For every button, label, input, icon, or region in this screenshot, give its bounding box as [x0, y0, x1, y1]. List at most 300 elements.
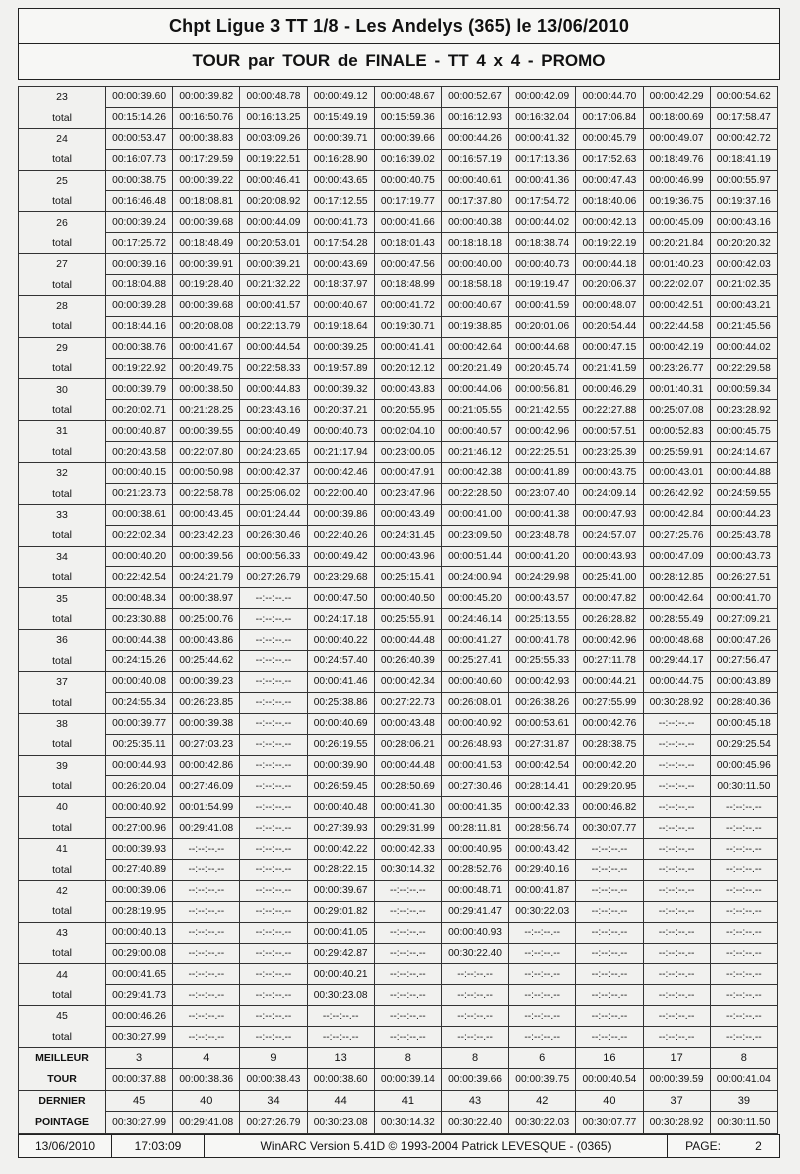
- total-time-cell: 00:23:26.77: [643, 358, 710, 379]
- lap-time-cell: 00:00:43.57: [509, 588, 576, 609]
- total-time-cell: --:--:--.--: [643, 859, 710, 880]
- lap-time-cell: 00:00:44.70: [576, 87, 643, 108]
- total-time-cell: 00:18:18.18: [441, 233, 508, 254]
- last-check-lap-number: 40: [576, 1090, 643, 1112]
- lap-time-cell: 00:00:40.61: [441, 170, 508, 191]
- last-check-time-cell: 00:30:28.92: [643, 1112, 710, 1134]
- lap-time-cell: 00:00:39.55: [173, 421, 240, 442]
- total-time-cell: 00:27:09.21: [710, 609, 777, 630]
- total-label: total: [19, 943, 106, 964]
- best-lap-lap-row: [19, 1047, 778, 1069]
- lap-time-cell: 00:00:45.20: [441, 588, 508, 609]
- lap-time-cell: 00:00:40.69: [307, 713, 374, 734]
- lap-time-cell: 00:00:55.97: [710, 170, 777, 191]
- lap-time-cell: 00:00:44.06: [441, 379, 508, 400]
- total-time-cell: 00:22:28.50: [441, 483, 508, 504]
- total-time-cell: 00:20:02.71: [106, 400, 173, 421]
- total-time-cell: 00:20:01.06: [509, 316, 576, 337]
- total-time-cell: --:--:--.--: [643, 901, 710, 922]
- last-check-lap-number: 44: [307, 1090, 374, 1112]
- total-time-cell: 00:18:48.99: [374, 275, 441, 296]
- lap-time-cell: 00:00:43.42: [509, 839, 576, 860]
- lap-time-cell: 00:00:44.38: [106, 630, 173, 651]
- lap-time-cell: 00:00:42.37: [240, 463, 307, 484]
- lap-time-cell: 00:00:42.13: [576, 212, 643, 233]
- total-time-cell: 00:20:53.01: [240, 233, 307, 254]
- total-time-cell: 00:15:49.19: [307, 107, 374, 128]
- lap-time-cell: 00:00:39.82: [173, 87, 240, 108]
- total-time-cell: 00:16:28.90: [307, 149, 374, 170]
- lap-row: [19, 713, 778, 734]
- lap-time-cell: 00:00:41.66: [374, 212, 441, 233]
- total-row: [19, 149, 778, 170]
- lap-row: [19, 1006, 778, 1027]
- lap-time-cell: 00:00:44.18: [576, 254, 643, 275]
- best-lap-lap-number: 3: [106, 1047, 173, 1069]
- total-time-cell: --:--:--.--: [173, 943, 240, 964]
- last-check-time-cell: 00:30:22.03: [509, 1112, 576, 1134]
- lap-time-cell: 00:00:39.06: [106, 880, 173, 901]
- lap-time-cell: 00:00:54.62: [710, 87, 777, 108]
- lap-time-cell: 00:00:47.82: [576, 588, 643, 609]
- lap-row: [19, 964, 778, 985]
- lap-time-cell: --:--:--.--: [173, 880, 240, 901]
- total-time-cell: 00:23:00.05: [374, 442, 441, 463]
- total-time-cell: 00:26:59.45: [307, 776, 374, 797]
- total-time-cell: 00:28:14.41: [509, 776, 576, 797]
- total-label: total: [19, 859, 106, 880]
- lap-row: [19, 421, 778, 442]
- lap-time-cell: 00:00:49.07: [643, 128, 710, 149]
- lap-time-cell: 00:00:48.71: [441, 880, 508, 901]
- lap-time-cell: --:--:--.--: [173, 1006, 240, 1027]
- total-time-cell: 00:20:21.49: [441, 358, 508, 379]
- lap-row: [19, 839, 778, 860]
- lap-time-cell: 00:00:41.65: [106, 964, 173, 985]
- total-time-cell: 00:28:38.75: [576, 734, 643, 755]
- lap-number: 44: [19, 964, 106, 985]
- total-row: [19, 567, 778, 588]
- lap-time-cell: 00:00:42.33: [374, 839, 441, 860]
- lap-time-cell: 00:00:42.33: [509, 797, 576, 818]
- total-time-cell: 00:18:38.74: [509, 233, 576, 254]
- report-title: Chpt Ligue 3 TT 1/8 - Les Andelys (365) le 13/06/2010: [19, 9, 779, 44]
- lap-time-cell: 00:00:39.25: [307, 337, 374, 358]
- total-row: [19, 483, 778, 504]
- total-time-cell: 00:26:20.04: [106, 776, 173, 797]
- lap-number: 38: [19, 713, 106, 734]
- total-time-cell: 00:18:01.43: [374, 233, 441, 254]
- lap-number: 42: [19, 880, 106, 901]
- lap-row: [19, 880, 778, 901]
- total-time-cell: 00:28:55.49: [643, 609, 710, 630]
- lap-time-cell: 00:00:42.29: [643, 87, 710, 108]
- lap-time-cell: --:--:--.--: [240, 1006, 307, 1027]
- total-time-cell: 00:26:42.92: [643, 483, 710, 504]
- total-time-cell: --:--:--.--: [441, 1027, 508, 1048]
- lap-row: [19, 797, 778, 818]
- lap-time-cell: 00:00:41.67: [173, 337, 240, 358]
- lap-time-cell: --:--:--.--: [643, 797, 710, 818]
- lap-time-cell: 00:00:45.09: [643, 212, 710, 233]
- best-lap-lap-number: 6: [509, 1047, 576, 1069]
- total-time-cell: 00:20:21.84: [643, 233, 710, 254]
- lap-time-cell: --:--:--.--: [240, 797, 307, 818]
- lap-time-cell: --:--:--.--: [710, 880, 777, 901]
- total-time-cell: 00:26:38.26: [509, 692, 576, 713]
- lap-time-cell: 00:00:42.93: [509, 671, 576, 692]
- lap-time-cell: 00:00:40.50: [374, 588, 441, 609]
- lap-time-cell: 00:00:38.61: [106, 504, 173, 525]
- lap-time-cell: 00:00:39.23: [173, 671, 240, 692]
- total-row: [19, 818, 778, 839]
- best-lap-lap-number: 8: [441, 1047, 508, 1069]
- lap-time-cell: 00:00:40.67: [441, 295, 508, 316]
- total-time-cell: --:--:--.--: [173, 985, 240, 1006]
- total-time-cell: 00:25:44.62: [173, 651, 240, 672]
- total-time-cell: 00:27:03.23: [173, 734, 240, 755]
- total-time-cell: 00:16:39.02: [374, 149, 441, 170]
- total-time-cell: 00:27:40.89: [106, 859, 173, 880]
- last-check-label-bottom: POINTAGE: [19, 1112, 106, 1134]
- total-time-cell: 00:16:13.25: [240, 107, 307, 128]
- total-time-cell: 00:20:12.12: [374, 358, 441, 379]
- total-time-cell: --:--:--.--: [710, 943, 777, 964]
- total-time-cell: 00:26:27.51: [710, 567, 777, 588]
- best-lap-lap-number: 4: [173, 1047, 240, 1069]
- lap-time-cell: 00:00:38.83: [173, 128, 240, 149]
- lap-number: 33: [19, 504, 106, 525]
- total-time-cell: 00:29:31.99: [374, 818, 441, 839]
- lap-time-cell: 00:00:41.32: [509, 128, 576, 149]
- lap-time-cell: 00:00:40.08: [106, 671, 173, 692]
- total-time-cell: 00:17:58.47: [710, 107, 777, 128]
- footer-time: 17:03:09: [112, 1135, 205, 1157]
- total-time-cell: --:--:--.--: [710, 1027, 777, 1048]
- total-time-cell: 00:22:13.79: [240, 316, 307, 337]
- total-time-cell: 00:28:12.85: [643, 567, 710, 588]
- total-time-cell: 00:21:28.25: [173, 400, 240, 421]
- lap-number: 24: [19, 128, 106, 149]
- lap-time-cell: --:--:--.--: [307, 1006, 374, 1027]
- lap-time-cell: 00:00:59.34: [710, 379, 777, 400]
- total-label: total: [19, 985, 106, 1006]
- lap-time-cell: 00:00:40.13: [106, 922, 173, 943]
- total-time-cell: --:--:--.--: [643, 776, 710, 797]
- total-time-cell: --:--:--.--: [173, 901, 240, 922]
- total-time-cell: --:--:--.--: [374, 943, 441, 964]
- last-check-label-top: DERNIER: [19, 1090, 106, 1112]
- lap-row: [19, 170, 778, 191]
- total-time-cell: --:--:--.--: [576, 1027, 643, 1048]
- total-time-cell: 00:19:19.47: [509, 275, 576, 296]
- lap-number: 27: [19, 254, 106, 275]
- total-time-cell: 00:18:49.76: [643, 149, 710, 170]
- total-label: total: [19, 149, 106, 170]
- lap-time-cell: 00:00:39.86: [307, 504, 374, 525]
- best-lap-time-cell: 00:00:40.54: [576, 1069, 643, 1091]
- lap-number: 45: [19, 1006, 106, 1027]
- lap-number: 41: [19, 839, 106, 860]
- total-row: [19, 400, 778, 421]
- lap-time-cell: 00:00:39.68: [173, 295, 240, 316]
- total-label: total: [19, 692, 106, 713]
- total-time-cell: 00:21:32.22: [240, 275, 307, 296]
- total-time-cell: 00:30:23.08: [307, 985, 374, 1006]
- lap-row: [19, 254, 778, 275]
- last-check-time-cell: 00:30:23.08: [307, 1112, 374, 1134]
- best-lap-time-cell: 00:00:41.04: [710, 1069, 777, 1091]
- total-time-cell: 00:29:44.17: [643, 651, 710, 672]
- lap-time-cell: 00:00:44.68: [509, 337, 576, 358]
- total-time-cell: 00:22:00.40: [307, 483, 374, 504]
- total-time-cell: --:--:--.--: [576, 859, 643, 880]
- lap-row: [19, 630, 778, 651]
- total-time-cell: --:--:--.--: [173, 1027, 240, 1048]
- total-time-cell: --:--:--.--: [643, 985, 710, 1006]
- total-time-cell: 00:28:19.95: [106, 901, 173, 922]
- total-time-cell: 00:22:29.58: [710, 358, 777, 379]
- total-time-cell: 00:29:00.08: [106, 943, 173, 964]
- lap-time-cell: 00:00:39.38: [173, 713, 240, 734]
- footer-software: WinARC Version 5.41D © 1993-2004 Patrick LEVESQUE - (0365): [205, 1135, 668, 1157]
- lap-time-cell: 00:00:39.24: [106, 212, 173, 233]
- footer-page-number: 2: [755, 1139, 762, 1153]
- total-time-cell: 00:26:48.93: [441, 734, 508, 755]
- total-label: total: [19, 107, 106, 128]
- lap-time-cell: --:--:--.--: [240, 880, 307, 901]
- lap-row: [19, 504, 778, 525]
- lap-time-cell: 00:00:57.51: [576, 421, 643, 442]
- total-time-cell: 00:18:58.18: [441, 275, 508, 296]
- lap-time-cell: 00:00:42.96: [576, 630, 643, 651]
- total-time-cell: 00:26:08.01: [441, 692, 508, 713]
- lap-time-cell: --:--:--.--: [240, 755, 307, 776]
- best-lap-time-cell: 00:00:39.14: [374, 1069, 441, 1091]
- lap-time-cell: 00:00:47.43: [576, 170, 643, 191]
- total-time-cell: --:--:--.--: [240, 609, 307, 630]
- total-time-cell: 00:28:40.36: [710, 692, 777, 713]
- total-time-cell: --:--:--.--: [441, 985, 508, 1006]
- total-time-cell: --:--:--.--: [509, 943, 576, 964]
- lap-time-cell: 00:00:46.82: [576, 797, 643, 818]
- total-time-cell: --:--:--.--: [240, 776, 307, 797]
- lap-time-cell: 00:00:39.16: [106, 254, 173, 275]
- total-label: total: [19, 358, 106, 379]
- total-label: total: [19, 525, 106, 546]
- lap-time-cell: --:--:--.--: [643, 880, 710, 901]
- lap-time-cell: 00:00:43.65: [307, 170, 374, 191]
- total-time-cell: 00:25:27.41: [441, 651, 508, 672]
- total-time-cell: 00:21:42.55: [509, 400, 576, 421]
- total-time-cell: 00:17:52.63: [576, 149, 643, 170]
- total-label: total: [19, 275, 106, 296]
- lap-time-cell: 00:00:47.26: [710, 630, 777, 651]
- total-time-cell: 00:23:47.96: [374, 483, 441, 504]
- lap-time-cell: --:--:--.--: [441, 1006, 508, 1027]
- total-time-cell: 00:23:25.39: [576, 442, 643, 463]
- total-time-cell: 00:29:41.08: [173, 818, 240, 839]
- total-time-cell: 00:28:52.76: [441, 859, 508, 880]
- best-lap-lap-number: 13: [307, 1047, 374, 1069]
- total-time-cell: --:--:--.--: [240, 943, 307, 964]
- lap-time-cell: --:--:--.--: [240, 588, 307, 609]
- total-time-cell: 00:15:14.26: [106, 107, 173, 128]
- total-time-cell: 00:17:06.84: [576, 107, 643, 128]
- lap-number: 28: [19, 295, 106, 316]
- last-check-time-cell: 00:30:27.99: [106, 1112, 173, 1134]
- total-row: [19, 525, 778, 546]
- lap-time-cell: 00:00:40.00: [441, 254, 508, 275]
- total-time-cell: 00:28:11.81: [441, 818, 508, 839]
- total-time-cell: 00:19:30.71: [374, 316, 441, 337]
- total-time-cell: 00:25:07.08: [643, 400, 710, 421]
- total-time-cell: 00:20:55.95: [374, 400, 441, 421]
- lap-time-cell: 00:00:39.60: [106, 87, 173, 108]
- lap-time-cell: 00:00:42.46: [307, 463, 374, 484]
- last-check-lap-number: 41: [374, 1090, 441, 1112]
- total-row: [19, 358, 778, 379]
- total-time-cell: 00:21:05.55: [441, 400, 508, 421]
- total-time-cell: 00:27:46.09: [173, 776, 240, 797]
- lap-time-cell: --:--:--.--: [710, 922, 777, 943]
- lap-time-cell: 00:00:40.38: [441, 212, 508, 233]
- lap-time-cell: 00:00:42.86: [173, 755, 240, 776]
- total-time-cell: 00:22:25.51: [509, 442, 576, 463]
- total-time-cell: 00:24:23.65: [240, 442, 307, 463]
- lap-time-cell: 00:00:53.61: [509, 713, 576, 734]
- total-time-cell: 00:23:07.40: [509, 483, 576, 504]
- best-lap-time-cell: 00:00:37.88: [106, 1069, 173, 1091]
- total-time-cell: 00:19:37.16: [710, 191, 777, 212]
- total-time-cell: 00:22:02.07: [643, 275, 710, 296]
- total-time-cell: 00:20:45.74: [509, 358, 576, 379]
- lap-time-cell: 00:00:39.71: [307, 128, 374, 149]
- total-time-cell: 00:15:59.36: [374, 107, 441, 128]
- total-row: [19, 442, 778, 463]
- lap-time-cell: 00:00:42.76: [576, 713, 643, 734]
- total-row: [19, 609, 778, 630]
- best-lap-label-top: MEILLEUR: [19, 1047, 106, 1069]
- lap-time-cell: 00:00:56.81: [509, 379, 576, 400]
- lap-time-cell: 00:00:42.20: [576, 755, 643, 776]
- lap-time-cell: 00:00:43.69: [307, 254, 374, 275]
- best-lap-lap-number: 8: [374, 1047, 441, 1069]
- total-time-cell: 00:20:37.21: [307, 400, 374, 421]
- lap-time-cell: 00:00:39.67: [307, 880, 374, 901]
- total-time-cell: 00:25:35.11: [106, 734, 173, 755]
- total-time-cell: 00:22:27.88: [576, 400, 643, 421]
- total-time-cell: 00:25:15.41: [374, 567, 441, 588]
- lap-time-cell: 00:00:38.50: [173, 379, 240, 400]
- best-lap-lap-number: 8: [710, 1047, 777, 1069]
- lap-time-cell: --:--:--.--: [374, 964, 441, 985]
- total-time-cell: 00:17:12.55: [307, 191, 374, 212]
- total-time-cell: 00:30:14.32: [374, 859, 441, 880]
- total-time-cell: --:--:--.--: [240, 859, 307, 880]
- total-time-cell: --:--:--.--: [643, 943, 710, 964]
- lap-time-cell: 00:00:40.67: [307, 295, 374, 316]
- total-row: [19, 692, 778, 713]
- total-time-cell: 00:25:55.91: [374, 609, 441, 630]
- lap-number: 35: [19, 588, 106, 609]
- total-time-cell: 00:17:19.77: [374, 191, 441, 212]
- total-time-cell: 00:24:00.94: [441, 567, 508, 588]
- lap-time-cell: --:--:--.--: [643, 922, 710, 943]
- total-time-cell: 00:16:50.76: [173, 107, 240, 128]
- best-lap-time-cell: 00:00:38.36: [173, 1069, 240, 1091]
- total-time-cell: 00:30:22.03: [509, 901, 576, 922]
- total-time-cell: 00:30:22.40: [441, 943, 508, 964]
- lap-row: [19, 337, 778, 358]
- total-time-cell: 00:20:08.08: [173, 316, 240, 337]
- lap-time-cell: 00:00:47.91: [374, 463, 441, 484]
- lap-number: 23: [19, 87, 106, 108]
- lap-time-cell: --:--:--.--: [240, 839, 307, 860]
- lap-time-cell: 00:00:41.27: [441, 630, 508, 651]
- total-time-cell: --:--:--.--: [240, 901, 307, 922]
- best-lap-lap-number: 16: [576, 1047, 643, 1069]
- total-time-cell: 00:28:50.69: [374, 776, 441, 797]
- total-time-cell: 00:27:11.78: [576, 651, 643, 672]
- lap-time-cell: 00:00:41.00: [441, 504, 508, 525]
- best-lap-lap-number: 9: [240, 1047, 307, 1069]
- lap-time-cell: 00:00:43.49: [374, 504, 441, 525]
- lap-number: 26: [19, 212, 106, 233]
- total-time-cell: 00:19:36.75: [643, 191, 710, 212]
- lap-number: 36: [19, 630, 106, 651]
- total-time-cell: 00:29:25.54: [710, 734, 777, 755]
- lap-time-cell: 00:00:48.67: [374, 87, 441, 108]
- total-time-cell: 00:28:06.21: [374, 734, 441, 755]
- lap-time-cell: 00:00:41.41: [374, 337, 441, 358]
- lap-time-cell: 00:00:48.68: [643, 630, 710, 651]
- total-label: total: [19, 567, 106, 588]
- lap-time-cell: 00:00:40.60: [441, 671, 508, 692]
- total-time-cell: 00:24:15.26: [106, 651, 173, 672]
- lap-time-cell: 00:00:44.02: [710, 337, 777, 358]
- lap-time-cell: --:--:--.--: [509, 1006, 576, 1027]
- lap-row: [19, 755, 778, 776]
- lap-time-cell: 00:00:47.50: [307, 588, 374, 609]
- footer-page-label: PAGE:: [685, 1139, 721, 1153]
- lap-time-cell: 00:02:04.10: [374, 421, 441, 442]
- total-row: [19, 776, 778, 797]
- lap-time-cell: 00:00:42.51: [643, 295, 710, 316]
- total-time-cell: 00:18:40.06: [576, 191, 643, 212]
- total-time-cell: 00:26:19.55: [307, 734, 374, 755]
- lap-time-cell: --:--:--.--: [240, 713, 307, 734]
- lap-time-cell: 00:00:42.72: [710, 128, 777, 149]
- total-time-cell: 00:16:32.04: [509, 107, 576, 128]
- best-lap-time-cell: 00:00:38.43: [240, 1069, 307, 1091]
- lap-time-cell: 00:00:46.26: [106, 1006, 173, 1027]
- total-time-cell: 00:19:18.64: [307, 316, 374, 337]
- lap-time-cell: 00:00:40.22: [307, 630, 374, 651]
- lap-time-cell: 00:00:56.33: [240, 546, 307, 567]
- lap-time-cell: 00:00:40.73: [307, 421, 374, 442]
- lap-time-cell: --:--:--.--: [576, 964, 643, 985]
- lap-time-cell: 00:00:45.79: [576, 128, 643, 149]
- total-time-cell: 00:25:06.02: [240, 483, 307, 504]
- total-time-cell: 00:16:12.93: [441, 107, 508, 128]
- total-time-cell: --:--:--.--: [576, 985, 643, 1006]
- lap-time-cell: 00:00:42.03: [710, 254, 777, 275]
- total-row: [19, 651, 778, 672]
- best-lap-time-cell: 00:00:39.75: [509, 1069, 576, 1091]
- total-row: [19, 901, 778, 922]
- lap-time-cell: 00:00:41.78: [509, 630, 576, 651]
